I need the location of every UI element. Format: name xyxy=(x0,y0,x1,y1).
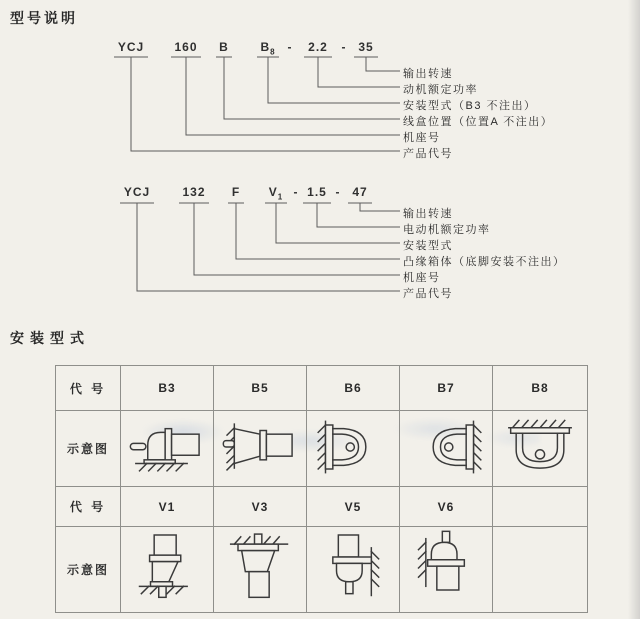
b3-schematic-cell xyxy=(121,411,214,487)
model2-connector-lines-icon xyxy=(0,182,640,307)
v1-vertical-floor-mount-icon xyxy=(123,529,211,607)
model2-power: 1.5 xyxy=(307,185,327,199)
code-v5: V5 xyxy=(307,487,400,527)
model1-frame-size: 160 xyxy=(174,40,198,54)
model-designation-title: 型号说明 xyxy=(10,10,78,26)
model2-label-product-code: 产品代号 xyxy=(403,288,453,300)
model1-label-box-position: 线盒位置（位置A 不注出） xyxy=(403,116,554,128)
model1-designation-diagram xyxy=(0,35,640,165)
v6-vertical-wall-left-mount-icon xyxy=(402,529,490,607)
model1-label-frame-number: 机座号 xyxy=(403,132,441,144)
model2-designation-diagram xyxy=(0,182,640,307)
model1-code-prefix: YCJ xyxy=(117,40,145,54)
code-header-cell: 代 号 xyxy=(56,487,121,527)
model2-flange-code: F xyxy=(231,185,241,199)
v6-schematic-cell xyxy=(400,527,493,613)
v1-schematic-cell xyxy=(121,527,214,613)
v5-schematic-cell xyxy=(307,527,400,613)
dash-separator: - xyxy=(287,40,293,54)
code-b3: B3 xyxy=(121,366,214,411)
dash-separator: - xyxy=(335,185,341,199)
b8-ceiling-mount-icon xyxy=(496,415,584,479)
code-v1: V1 xyxy=(121,487,214,527)
model1-label-rated-power: 动机额定功率 xyxy=(403,84,478,96)
model1-mount-code: $B_8$ xyxy=(260,40,276,57)
b6-schematic-cell xyxy=(307,411,400,487)
v3-vertical-ceiling-mount-icon xyxy=(216,529,304,607)
model1-connector-lines-icon xyxy=(0,35,640,165)
model2-mount-code: $V_1$ xyxy=(268,185,284,202)
mounting-types-table xyxy=(55,365,588,613)
code-v6: V6 xyxy=(400,487,493,527)
schematic-header-cell: 示意图 xyxy=(56,411,121,487)
b7-schematic-cell xyxy=(400,411,493,487)
model2-label-flange-case: 凸缘箱体（底脚安装不注出） xyxy=(403,256,566,268)
b3-foot-mount-icon xyxy=(123,415,211,479)
model2-frame-size: 132 xyxy=(182,185,206,199)
model2-code-prefix: YCJ xyxy=(123,185,151,199)
schematic-header-cell: 示意图 xyxy=(56,527,121,613)
b-codes-row xyxy=(56,366,588,411)
code-v3: V3 xyxy=(214,487,307,527)
model1-label-mount-type: 安装型式（B3 不注出） xyxy=(403,100,537,112)
model1-speed: 35 xyxy=(358,40,374,54)
model2-label-mount-type: 安装型式 xyxy=(403,240,453,252)
b6-wall-left-mount-icon xyxy=(309,415,397,479)
empty-schematic-cell xyxy=(493,527,588,613)
model2-label-rated-power: 电动机额定功率 xyxy=(403,224,491,236)
b7-wall-right-mount-icon xyxy=(402,415,490,479)
model1-box-position: B xyxy=(219,40,229,54)
code-b6: B6 xyxy=(307,366,400,411)
code-b5: B5 xyxy=(214,366,307,411)
b5-flange-wall-mount-icon xyxy=(216,415,304,479)
b8-schematic-cell xyxy=(493,411,588,487)
b5-schematic-cell xyxy=(214,411,307,487)
v5-vertical-wall-right-mount-icon xyxy=(309,529,397,607)
code-b7: B7 xyxy=(400,366,493,411)
model1-label-output-speed: 输出转速 xyxy=(403,68,453,80)
code-header-cell: 代 号 xyxy=(56,366,121,411)
v3-schematic-cell xyxy=(214,527,307,613)
dash-separator: - xyxy=(293,185,299,199)
model2-label-output-speed: 输出转速 xyxy=(403,208,453,220)
model2-label-frame-number: 机座号 xyxy=(403,272,441,284)
empty-code-cell xyxy=(493,487,588,527)
model1-label-product-code: 产品代号 xyxy=(403,148,453,160)
v-codes-row xyxy=(56,487,588,527)
code-b8: B8 xyxy=(493,366,588,411)
model1-power: 2.2 xyxy=(308,40,328,54)
dash-separator: - xyxy=(341,40,347,54)
model2-speed: 47 xyxy=(352,185,368,199)
b-schematics-row xyxy=(56,411,588,487)
mounting-types-title: 安装型式 xyxy=(10,330,90,346)
v-schematics-row xyxy=(56,527,588,613)
